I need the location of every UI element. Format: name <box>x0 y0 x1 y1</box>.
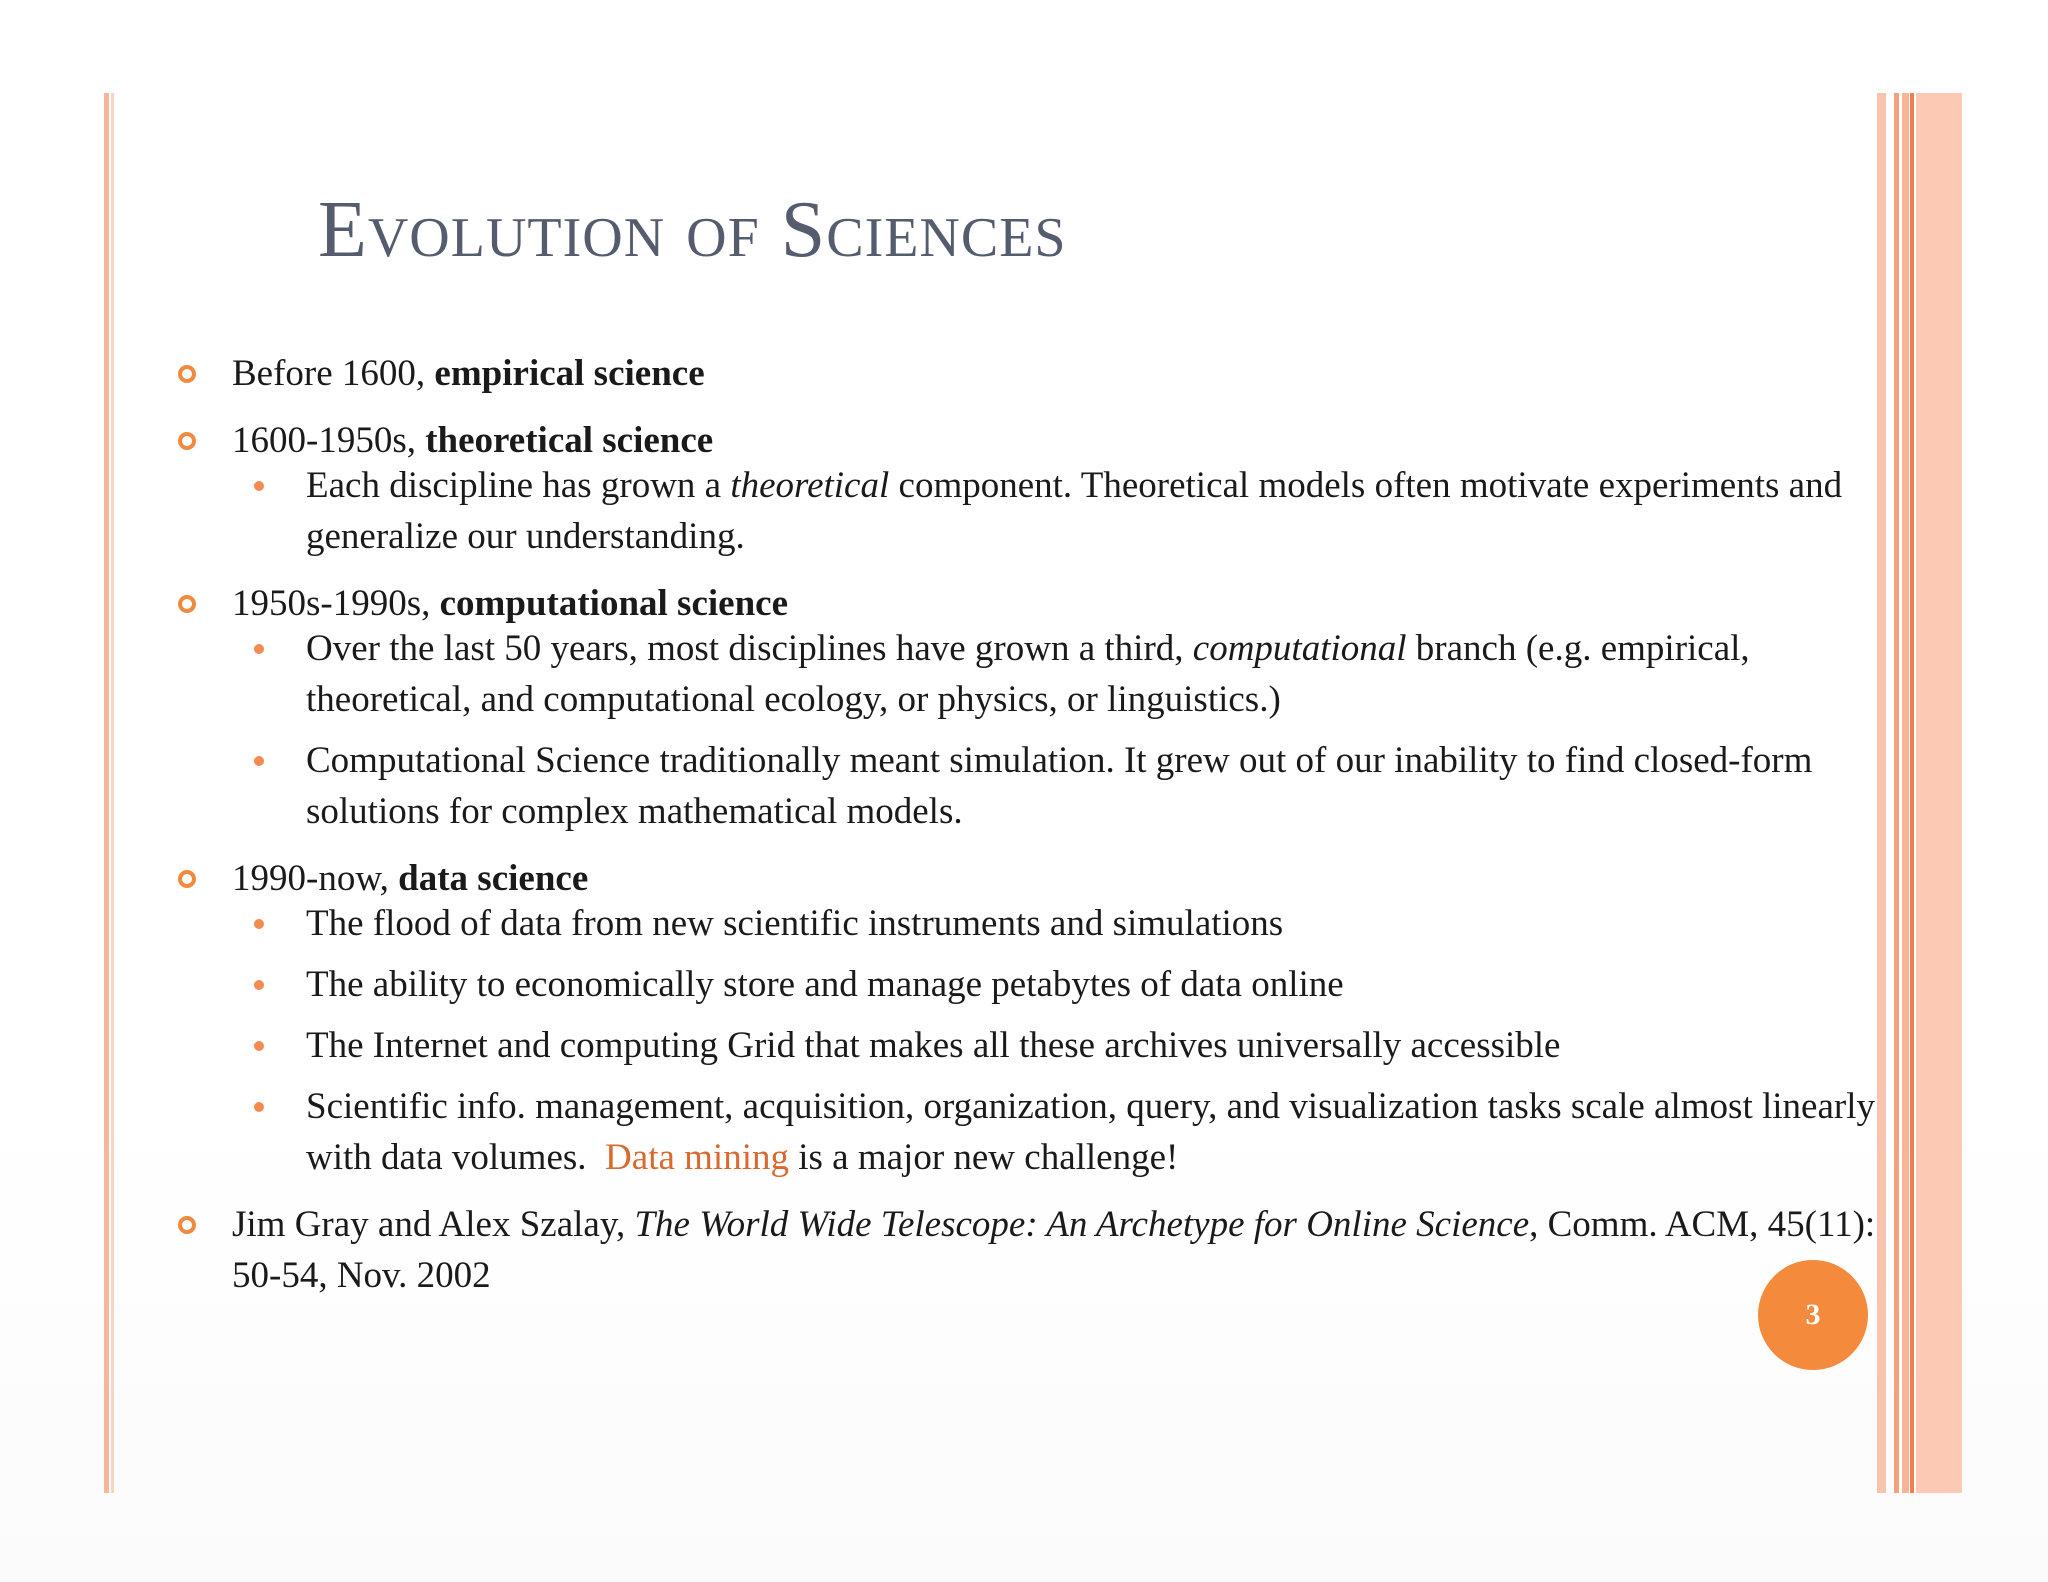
sub-bullet-text: branch (e.g. empirical, theoretical, and computational ecology, or physics, or linguistics.) <box>306 628 1750 720</box>
bullet-text: 1950s-1990s, <box>232 583 440 624</box>
right-decor-bar <box>1894 93 1899 1493</box>
bullet-text: 1990-now, <box>232 858 399 899</box>
bullet-bold: data science <box>398 858 589 899</box>
sub-bullet-text: component. Theoretical models often motivate experiments and generalize our understanding. <box>306 465 1843 557</box>
right-decor-bar <box>1877 93 1886 1493</box>
sub-bullet <box>176 1081 1885 1183</box>
dot-bullet-icon <box>254 1102 264 1112</box>
ring-bullet-icon <box>178 432 196 450</box>
sub-bullet <box>176 1020 1876 1071</box>
left-decor-bar-light <box>111 93 114 1493</box>
bullet-bold: computational science <box>439 583 788 624</box>
sub-bullet <box>176 959 1876 1010</box>
right-decor-bar <box>1910 93 1914 1493</box>
bullet-data-science <box>176 853 1885 1183</box>
sub-bullet <box>176 460 1876 562</box>
bullet-list <box>176 348 1885 1317</box>
sub-bullet-text: The ability to economically store and manage petabytes of data online <box>306 964 1344 1005</box>
sub-bullet-text: Each discipline has grown a <box>306 465 731 506</box>
reference-title: The World Wide Telescope: An Archetype for Online Science <box>634 1204 1530 1245</box>
highlight-data-mining: Data mining <box>605 1137 789 1178</box>
left-decor-bar <box>104 93 109 1493</box>
sub-bullet-text: The flood of data from new scientific instruments and simulations <box>306 903 1284 944</box>
sub-bullet <box>176 735 1876 837</box>
sub-bullet-text: Computational Science traditionally meant simulation. It grew out of our inability to find closed-form solutions for complex mathematical models. <box>306 740 1813 832</box>
bullet-reference <box>176 1199 1876 1301</box>
dot-bullet-icon <box>254 1041 264 1051</box>
bullet-bold: theoretical science <box>425 420 714 461</box>
sub-bullet-text: The Internet and computing Grid that makes all these archives universally accessible <box>306 1025 1561 1066</box>
ring-bullet-icon <box>178 870 196 888</box>
dot-bullet-icon <box>254 756 264 766</box>
sub-bullet-text: Over the last 50 years, most disciplines have grown a third, <box>306 628 1193 669</box>
dot-bullet-icon <box>254 980 264 990</box>
dot-bullet-icon <box>254 919 264 929</box>
right-decor-bar <box>1902 93 1909 1493</box>
bullet-empirical <box>176 348 1876 399</box>
sub-bullet-text: is a major new challenge! <box>788 1137 1179 1178</box>
ring-bullet-icon <box>178 595 196 613</box>
sub-bullet-italic: computational <box>1192 628 1407 669</box>
bullet-computational <box>176 578 1876 837</box>
bullet-text: 1600-1950s, <box>232 420 426 461</box>
reference-authors: Jim Gray and Alex Szalay, <box>232 1204 635 1245</box>
page-number-badge: 3 <box>1758 1260 1868 1370</box>
sub-bullet <box>176 898 1876 949</box>
slide-title: Evolution of Sciences <box>318 186 1067 274</box>
ring-bullet-icon <box>178 1216 196 1234</box>
bullet-bold: empirical science <box>434 353 705 394</box>
sub-bullet <box>176 623 1876 725</box>
ring-bullet-icon <box>178 365 196 383</box>
right-decor-band <box>1916 93 1962 1493</box>
sub-bullet-italic: theoretical <box>730 465 890 506</box>
reference-source: , Comm. ACM, 45(11): 50-54, Nov. 2002 <box>232 1204 1876 1296</box>
bullet-theoretical <box>176 415 1876 562</box>
dot-bullet-icon <box>254 481 264 491</box>
bullet-text: Before 1600, <box>232 353 435 394</box>
dot-bullet-icon <box>254 644 264 654</box>
sub-bullet-text: Scientific info. management, acquisition, organization, query, and visualization tasks scale almost linearly with data volumes. <box>306 1086 1885 1178</box>
